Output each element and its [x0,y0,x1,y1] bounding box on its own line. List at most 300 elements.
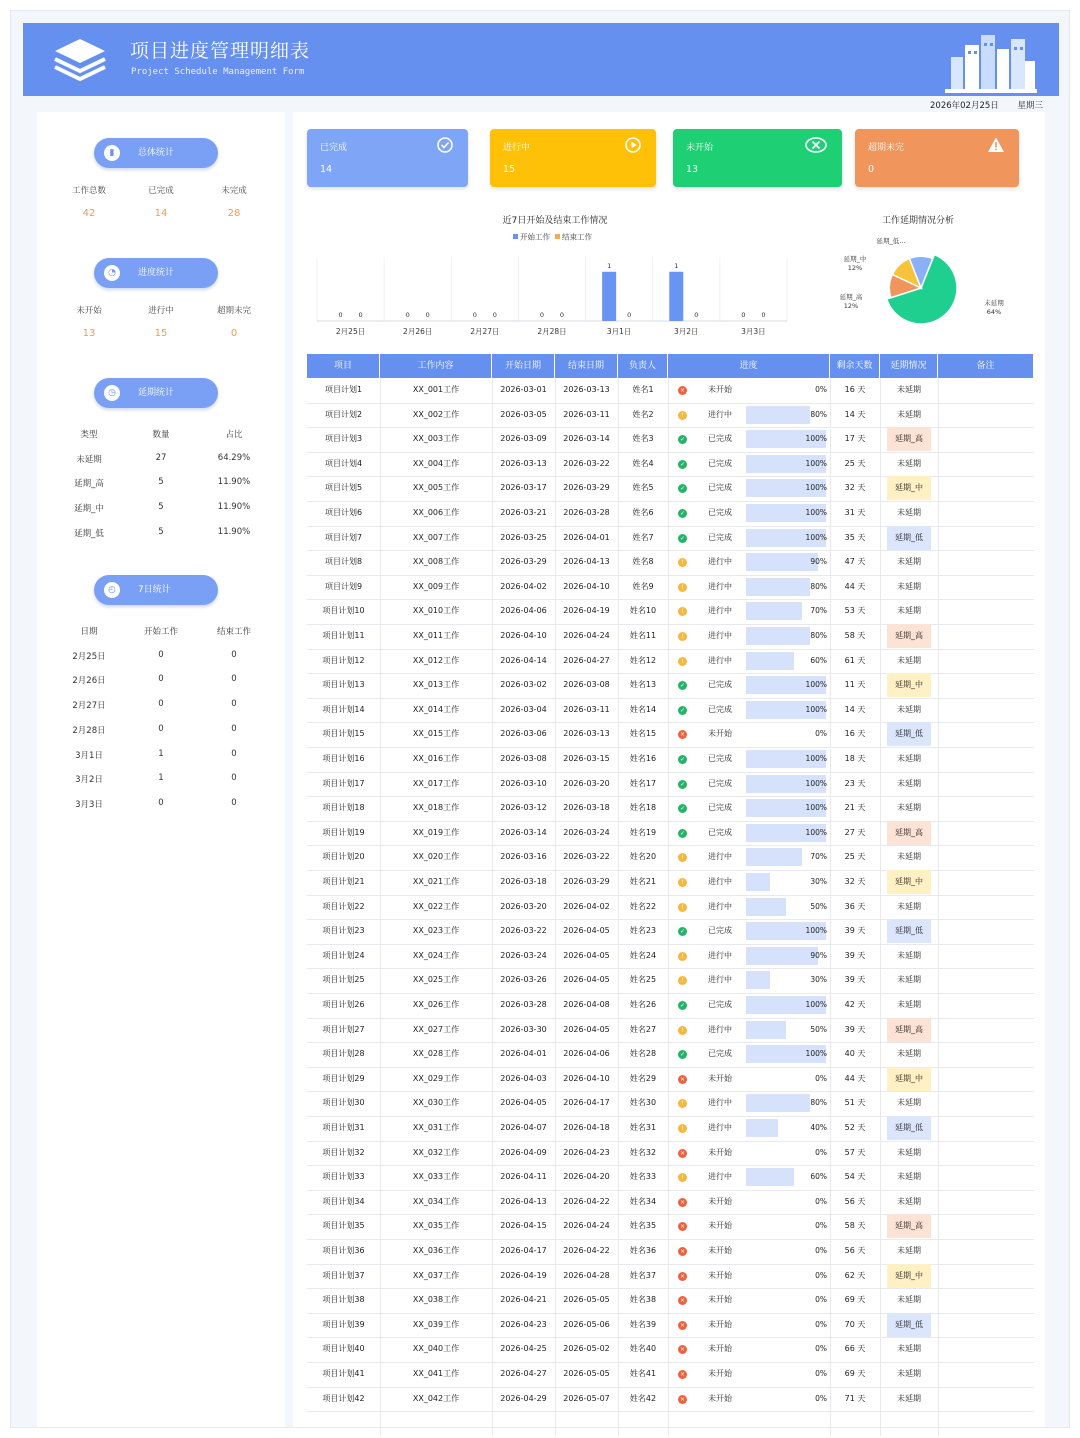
status-label: 进行中 [708,1024,732,1034]
table-row [307,895,1034,921]
status-icon: ! [678,853,687,862]
table-row [307,1337,1034,1363]
remaining-days: 36 天 [844,901,866,911]
remaining-days: 39 天 [844,926,866,936]
table-row [307,821,1034,847]
status-label: 未开始 [708,1369,732,1378]
table-cell: 项目计划26 [322,1000,365,1009]
table-cell: 0 [158,674,164,685]
stat-value: 28 [227,208,241,219]
remark-cell[interactable] [938,772,1034,797]
table-cell: 姓名40 [629,1344,657,1354]
table-cell: 2026-03-25 [500,532,547,542]
delay-badge: 未延期 [897,1295,921,1305]
remaining-days: 32 天 [844,483,866,493]
table-cell: 2026-04-24 [563,631,610,640]
table-cell: 姓名13 [629,680,657,690]
table-cell: XX_005工作 [412,483,460,493]
delay-badge: 延期_低 [887,526,931,550]
table-cell: 姓名9 [632,581,654,591]
table-cell: 11.90% [217,502,251,513]
column-header: 延期情况 [880,354,938,378]
main-panel [293,112,1045,1427]
table-cell: XX_042工作 [412,1393,460,1403]
remark-cell[interactable] [938,747,1034,772]
remark-cell[interactable] [938,722,1034,747]
progress-cell [668,1165,830,1190]
status-icon: ✓ [679,706,686,714]
status-icon: × [679,1248,686,1255]
table-cell: 项目计划29 [322,1073,365,1083]
table-row [37,699,285,723]
check-circle-icon [436,136,454,154]
table-row [307,722,1034,748]
table-cell: 2026-04-28 [563,1270,610,1280]
progress-percent: 100% [805,1049,827,1059]
status-icon: ✓ [679,756,686,763]
table-cell: XX_009工作 [412,581,460,591]
delay-badge: 延期_高 [887,1214,931,1238]
remaining-days: 57 天 [844,1147,866,1157]
delay-cell [880,378,938,403]
remark-cell[interactable] [938,1091,1034,1116]
progress-percent: 80% [810,631,827,640]
delay-cell [880,821,938,846]
delay-cell [880,895,938,920]
page-title: 项目进度管理明细表 [130,40,311,62]
remaining-days: 70 天 [844,1319,866,1329]
delay-badge: 延期_中 [887,673,931,697]
delay-badge: 延期_高 [887,1018,931,1042]
column-header: 占比 [225,430,243,440]
status-icon: × [679,1272,686,1280]
status-label: 进行中 [708,581,732,591]
table-cell: XX_033工作 [412,1172,460,1182]
remark-cell[interactable] [938,1190,1034,1215]
column-header: 开始工作 [143,627,178,637]
column-header: 剩余天数 [830,354,880,378]
table-cell: 2026-04-05 [563,975,610,985]
table-row [307,673,1034,699]
remark-cell[interactable] [938,1362,1034,1387]
table-row [307,526,1034,552]
table-cell: 2026-03-09 [500,434,547,444]
progress-cell [668,1387,830,1412]
table-cell: 2026-04-19 [563,606,610,616]
table-cell: 2026-03-14 [500,827,547,837]
status-label: 未开始 [708,729,732,739]
data-label: 0 [741,311,746,319]
table-cell: 2026-04-06 [563,1049,610,1059]
remark-cell[interactable] [938,1116,1034,1141]
table-cell: 2026-04-05 [500,1098,547,1108]
delay-cell [880,772,938,797]
progress-cell [668,452,830,477]
table-cell: 11.90% [217,477,251,488]
table-header-row [37,625,285,649]
current-date: 2026年02月25日 [930,101,999,111]
table-cell: 2026-03-22 [563,458,610,468]
remark-cell[interactable] [938,1313,1034,1338]
table-cell: 0 [231,723,237,734]
done-card [307,129,468,187]
status-label: 未开始 [708,1221,732,1231]
remark-cell[interactable] [938,1239,1034,1264]
remark-cell[interactable] [938,1387,1034,1412]
progress-cell [668,1067,830,1092]
table-cell: 2月27日 [72,701,106,712]
status-icon: ! [678,1099,687,1108]
current-weekday: 星期三 [1017,101,1043,111]
table-cell: 2026-04-03 [500,1073,547,1083]
delay-cell [880,1288,938,1313]
remark-cell[interactable] [938,870,1034,895]
remark-cell[interactable] [938,1288,1034,1313]
status-label: 未开始 [708,1295,732,1305]
table-cell: XX_041工作 [412,1369,460,1378]
remaining-days: 14 天 [844,409,866,419]
progress-cell [668,476,830,501]
remark-cell[interactable] [938,796,1034,821]
progress-bar [746,947,818,965]
delay-cell [880,501,938,526]
table-row [307,501,1034,527]
table-cell: 项目计划37 [322,1270,365,1280]
table-cell: 2026-03-13 [563,729,610,739]
table-cell: XX_006工作 [412,508,460,517]
remark-cell[interactable] [938,1214,1034,1239]
remaining-days: 71 天 [844,1393,866,1403]
progress-cell [668,1313,830,1338]
stats-sidebar [37,112,285,1427]
status-icon: ✓ [679,1002,686,1009]
remark-cell[interactable] [938,1042,1034,1067]
progress-cell [668,747,830,772]
remark-cell[interactable] [938,821,1034,846]
sheet [10,10,1070,1428]
delay-badge: 未延期 [897,1147,921,1157]
delay-badge: 延期_高 [887,427,931,451]
warning-icon [987,136,1005,154]
status-icon: × [679,1297,686,1305]
status-icon: ! [678,952,687,961]
table-cell: 2026-04-23 [563,1147,610,1157]
delay-badge: 延期_中 [887,1264,931,1288]
table-cell: 姓名18 [629,803,657,813]
remark-cell[interactable] [938,403,1034,428]
table-row [37,674,285,698]
data-label: 0 [627,311,632,319]
delay-badge: 延期_低 [887,919,931,943]
status-label: 进行中 [708,950,732,960]
remaining-days: 39 天 [844,1024,866,1034]
delay-badge: 未延期 [897,1393,921,1403]
progress-percent: 0% [815,1221,827,1231]
table-row [307,698,1034,724]
city-illustration-icon [945,27,1037,93]
table-cell: XX_015工作 [412,729,460,739]
table-cell: 姓名25 [629,975,657,985]
remark-cell[interactable] [938,526,1034,551]
delay-cell [880,1387,938,1412]
table-cell: XX_038工作 [412,1295,460,1305]
table-cell: XX_025工作 [412,975,460,985]
table-cell: 2026-03-02 [500,680,547,690]
status-label: 未开始 [708,1270,732,1280]
delay-cell [880,1165,938,1190]
progress-percent: 100% [805,778,827,788]
table-cell: 姓名12 [629,655,657,665]
column-header: 类型 [80,430,98,440]
status-icon: ! [678,657,687,666]
table-cell: 项目计划12 [322,655,365,665]
status-label: 已完成 [708,508,732,517]
delay-badge: 未延期 [897,1000,921,1009]
status-icon: ! [678,1026,687,1035]
data-label: 0 [338,311,343,319]
table-row [307,1018,1034,1044]
data-label: 0 [539,311,545,319]
remark-cell[interactable] [938,1141,1034,1166]
table-cell: 项目计划3 [324,434,363,444]
remark-cell[interactable] [938,476,1034,501]
status-label: 进行中 [708,1172,732,1182]
table-row [37,749,285,773]
table-cell: XX_023工作 [412,926,460,936]
table-cell: 姓名35 [629,1221,657,1231]
delay-badge: 未延期 [897,508,921,517]
delay-cell [880,1116,938,1141]
table-cell: XX_039工作 [412,1319,460,1329]
remark-cell[interactable] [938,673,1034,698]
delay-badge: 延期_高 [887,821,931,845]
column-header: 工作内容 [380,354,492,378]
progress-cell [668,378,830,403]
progress-bar [746,578,810,596]
table-row [307,1116,1034,1142]
delay-badge: 延期_中 [887,476,931,500]
table-cell: 2026-03-18 [500,877,547,886]
progress-percent: 0% [815,1147,827,1157]
status-icon: ! [678,411,687,420]
table-cell: 2026-04-27 [500,1369,547,1378]
column-header: 负责人 [618,354,668,378]
card-value: 14 [320,164,333,175]
table-cell: 2026-05-07 [563,1393,610,1403]
delay-cell [880,919,938,944]
table-cell: 0 [231,674,237,685]
table-cell: 0 [231,748,237,759]
remark-cell[interactable] [938,575,1034,600]
table-cell: 2026-03-08 [500,754,547,763]
column-header: 结束工作 [216,627,251,637]
progress-percent: 40% [810,1123,827,1132]
status-label: 进行中 [708,877,732,886]
overall-stats-pill: ▮ 总体统计 [94,138,218,168]
table-cell: 2026-04-20 [563,1172,610,1182]
remark-cell[interactable] [938,452,1034,477]
table-cell: 2026-04-21 [500,1295,547,1305]
table-cell: 2026-04-13 [500,1196,547,1206]
table-cell: XX_008工作 [412,557,460,567]
table-cell: 项目计划30 [322,1098,365,1108]
progress-percent: 0% [815,1393,827,1403]
table-cell: 姓名15 [629,729,657,739]
table-cell: 2026-03-16 [500,852,547,862]
delay-cell [880,624,938,649]
progress-bar [746,1168,794,1186]
remaining-days: 44 天 [844,1073,866,1083]
column-header: 进度 [668,354,830,378]
delay-pie-chart [813,209,1023,344]
progress-cell [668,944,830,969]
table-cell: 2026-04-22 [563,1196,610,1206]
delay-cell [880,870,938,895]
table-row [37,724,285,748]
delay-badge: 未延期 [897,1369,921,1378]
status-icon: ✓ [679,460,686,468]
table-cell: 项目计划14 [322,704,365,714]
table-cell: 0 [158,699,164,710]
delay-cell [880,673,938,698]
table-cell: 姓名16 [629,754,657,763]
delay-badge: 未延期 [897,581,921,591]
table-cell: XX_040工作 [412,1344,460,1354]
table-cell: 项目计划9 [324,581,363,591]
remark-cell[interactable] [938,550,1034,575]
table-row [307,1239,1034,1265]
table-cell: XX_010工作 [412,606,460,616]
status-label: 进行中 [708,852,732,862]
progress-cell [668,1141,830,1166]
remark-cell[interactable] [938,1018,1034,1043]
status-icon: ! [678,1173,687,1182]
table-cell: 2026-04-14 [500,655,547,665]
status-icon: ! [678,903,687,912]
remaining-days: 16 天 [844,385,866,394]
date-row [914,99,1043,111]
week-stats-pill: ◴ 7日统计 [94,575,218,605]
table-cell: 姓名6 [632,508,654,517]
table-cell: 2026-03-13 [563,385,610,394]
table-cell: 延期_高 [74,479,104,490]
table-cell: XX_007工作 [412,532,460,542]
delay-cell [880,698,938,723]
delay-cell [880,747,938,772]
table-cell: 项目计划25 [322,975,365,985]
remaining-days: 52 天 [844,1123,866,1132]
x-tick-label: 2月26日 [403,327,433,336]
status-label: 未开始 [708,1073,732,1083]
x-tick-label: 3月1日 [606,327,632,336]
remark-cell[interactable] [938,1067,1034,1092]
remark-cell[interactable] [938,378,1034,403]
slice-label: 延期_中 [843,255,867,263]
table-cell: XX_016工作 [412,754,460,763]
table-row [307,624,1034,650]
table-row [37,650,285,674]
remark-cell[interactable] [938,845,1034,870]
status-icon: × [679,1223,686,1231]
legend-label: 开始工作 [520,232,550,242]
table-cell: 2026-03-17 [500,483,547,493]
remark-cell[interactable] [938,919,1034,944]
table-cell: XX_027工作 [412,1024,460,1034]
stat-key: 超期未完 [216,306,251,316]
remark-cell[interactable] [938,624,1034,649]
remark-cell[interactable] [938,649,1034,674]
progress-percent: 50% [810,901,827,911]
column-header: 数量 [152,430,170,440]
remark-cell[interactable] [938,993,1034,1018]
table-cell: 2026-04-29 [500,1393,547,1403]
data-label: 0 [425,311,430,319]
remark-cell[interactable] [938,1264,1034,1289]
table-cell: 项目计划41 [322,1369,365,1378]
delay-badge: 未延期 [897,385,921,394]
table-cell: 2026-04-17 [500,1246,547,1255]
table-cell: 2026-03-04 [500,704,547,714]
table-cell: 姓名34 [629,1196,657,1206]
table-cell: 项目计划38 [322,1295,365,1305]
remark-cell[interactable] [938,698,1034,723]
table-cell: 姓名23 [629,926,657,936]
table-cell: XX_036工作 [412,1246,460,1255]
progress-cell [668,821,830,846]
remark-cell[interactable] [938,968,1034,993]
table-cell: 姓名36 [629,1246,657,1255]
delay-cell [880,550,938,575]
status-icon: ! [678,878,687,887]
progress-percent: 80% [810,409,827,419]
remark-cell[interactable] [938,501,1034,526]
delay-badge: 未延期 [897,704,921,714]
table-row [307,1165,1034,1191]
remark-cell[interactable] [938,944,1034,969]
delay-cell [880,403,938,428]
progress-bar [746,873,770,891]
progress-percent: 100% [805,926,827,936]
stat-key: 工作总数 [71,186,106,196]
table-cell: XX_022工作 [412,901,460,911]
legend-swatch [555,234,560,239]
table-cell: XX_017工作 [412,778,460,788]
delay-cell [880,476,938,501]
overdue-card [855,129,1019,187]
remark-cell[interactable] [938,599,1034,624]
status-label: 已完成 [708,803,732,813]
remark-cell[interactable] [938,427,1034,452]
table-row [307,1141,1034,1167]
remark-cell[interactable] [938,1165,1034,1190]
table-cell: XX_003工作 [412,434,460,444]
remark-cell[interactable] [938,1337,1034,1362]
progress-percent: 100% [805,827,827,837]
status-label: 未开始 [708,1147,732,1157]
table-cell: 2026-03-15 [563,754,610,763]
table-cell: 项目计划32 [322,1147,365,1157]
remark-cell[interactable] [938,895,1034,920]
status-label: 进行中 [708,606,732,616]
table-cell: 3月1日 [75,750,103,761]
table-row [307,993,1034,1019]
status-icon: ! [678,607,687,616]
delay-badge: 未延期 [897,778,921,788]
status-label: 进行中 [708,975,732,985]
table-row [307,1067,1034,1093]
data-label: 0 [694,311,699,319]
table-cell: 项目计划4 [324,458,363,468]
